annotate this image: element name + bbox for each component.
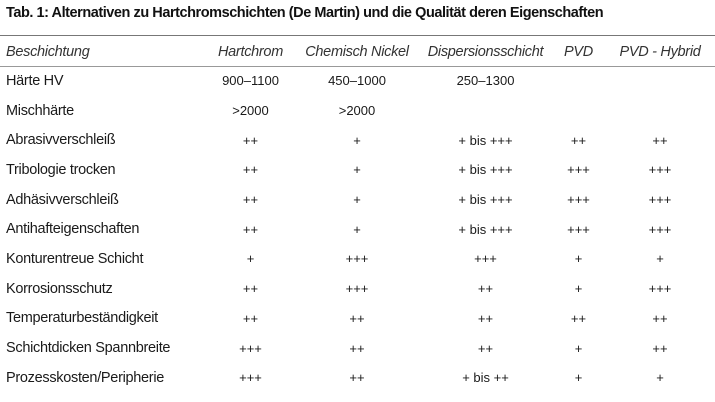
cell-chemisch-nickel: +++ xyxy=(345,251,369,267)
table-row xyxy=(0,274,715,304)
header-hartchrom: Hartchrom xyxy=(218,43,283,60)
header-pvd-hybrid: PVD - Hybrid xyxy=(619,43,701,60)
row-label: Adhäsivverschleiß xyxy=(6,191,119,208)
cell-pvd-hybrid xyxy=(605,66,715,96)
cell-chemisch-nickel: + xyxy=(353,132,361,148)
cell-dispersionsschicht: + bis +++ xyxy=(458,162,513,178)
cell-hartchrom: ++ xyxy=(242,310,259,326)
table-header xyxy=(0,37,715,66)
cell-pvd-hybrid: +++ xyxy=(648,192,672,208)
cell-hartchrom: >2000 xyxy=(232,103,269,119)
cell-hartchrom: ++ xyxy=(242,192,259,208)
cell-pvd: ++ xyxy=(570,310,587,326)
cell-pvd: + xyxy=(574,340,583,356)
cell-pvd: +++ xyxy=(567,221,590,237)
header-chemisch-nickel: Chemisch Nickel xyxy=(305,43,409,60)
table-body xyxy=(0,66,715,393)
cell-hartchrom: ++ xyxy=(242,281,259,297)
cell-chemisch-nickel: 450–1000 xyxy=(328,73,386,89)
row-label: Prozesskosten/Peripherie xyxy=(6,369,165,386)
cell-pvd: + xyxy=(574,251,583,267)
cell-pvd xyxy=(552,96,605,126)
cell-chemisch-nickel: ++ xyxy=(349,340,365,356)
cell-pvd-hybrid: + xyxy=(656,251,664,267)
row-label: Konturentreue Schicht xyxy=(6,250,144,267)
table-row xyxy=(0,214,715,244)
table-title: Tab. 1: Alternativen zu Hartchromschichten (De Martin) und die Qualität deren Eigenschaften xyxy=(6,5,604,21)
header-pvd: PVD xyxy=(564,43,593,60)
cell-hartchrom: ++ xyxy=(242,132,259,148)
cell-hartchrom: 900–1100 xyxy=(222,73,279,89)
row-label: Temperaturbeständigkeit xyxy=(6,310,158,327)
row-label: Schichtdicken Spannbreite xyxy=(6,340,171,357)
cell-dispersionsschicht: ++ xyxy=(477,310,494,326)
row-label: Härte HV xyxy=(6,72,64,89)
table-row xyxy=(0,155,715,185)
cell-chemisch-nickel: +++ xyxy=(345,281,369,297)
table-row xyxy=(0,244,715,274)
table-row xyxy=(0,333,715,363)
row-label: Abrasivverschleiß xyxy=(6,132,116,149)
cell-dispersionsschicht: ++ xyxy=(477,340,494,356)
cell-chemisch-nickel: ++ xyxy=(349,310,365,326)
cell-chemisch-nickel: + xyxy=(353,221,361,237)
header-row xyxy=(0,37,715,66)
row-label: Antihafteigenschaften xyxy=(6,221,140,238)
row-label: Tribologie trocken xyxy=(6,161,116,178)
header-beschichtung: Beschichtung xyxy=(6,43,90,60)
cell-hartchrom: + xyxy=(246,251,255,267)
cell-pvd: ++ xyxy=(570,132,587,148)
table-row xyxy=(0,66,715,96)
cell-pvd: +++ xyxy=(567,162,590,178)
cell-chemisch-nickel: ++ xyxy=(349,370,365,386)
cell-dispersionsschicht: + bis +++ xyxy=(458,221,513,237)
cell-pvd: + xyxy=(574,281,583,297)
cell-pvd-hybrid: +++ xyxy=(648,221,672,237)
cell-dispersionsschicht: 250–1300 xyxy=(456,73,515,89)
cell-hartchrom: +++ xyxy=(239,340,262,356)
cell-pvd xyxy=(552,66,605,96)
cell-dispersionsschicht xyxy=(419,96,552,126)
cell-pvd-hybrid: ++ xyxy=(652,132,668,148)
table-row xyxy=(0,125,715,155)
row-label: Mischhärte xyxy=(6,102,74,119)
header-dispersionsschicht: Dispersionsschicht xyxy=(427,43,544,60)
cell-chemisch-nickel: >2000 xyxy=(338,103,376,119)
top-rule xyxy=(0,35,715,36)
cell-hartchrom: ++ xyxy=(242,162,259,178)
cell-chemisch-nickel: + xyxy=(353,162,361,178)
table-row xyxy=(0,96,715,126)
table-row xyxy=(0,185,715,215)
cell-pvd-hybrid: ++ xyxy=(652,340,668,356)
cell-hartchrom: +++ xyxy=(239,370,262,386)
cell-pvd-hybrid: + xyxy=(656,370,664,386)
properties-table xyxy=(0,37,715,393)
cell-dispersionsschicht: + bis ++ xyxy=(462,370,509,386)
cell-hartchrom: ++ xyxy=(242,221,259,237)
table-row xyxy=(0,304,715,334)
table-row xyxy=(0,363,715,393)
cell-dispersionsschicht: + bis +++ xyxy=(458,192,513,208)
cell-dispersionsschicht: ++ xyxy=(477,281,494,297)
cell-dispersionsschicht: +++ xyxy=(474,251,497,267)
row-label: Korrosionsschutz xyxy=(6,280,113,297)
cell-pvd: +++ xyxy=(567,192,590,208)
cell-pvd-hybrid: +++ xyxy=(648,162,672,178)
cell-dispersionsschicht: + bis +++ xyxy=(458,132,513,148)
cell-pvd-hybrid: +++ xyxy=(648,281,672,297)
cell-chemisch-nickel: + xyxy=(353,192,361,208)
cell-pvd-hybrid xyxy=(605,96,715,126)
cell-pvd-hybrid: ++ xyxy=(652,310,668,326)
cell-pvd: + xyxy=(574,370,583,386)
